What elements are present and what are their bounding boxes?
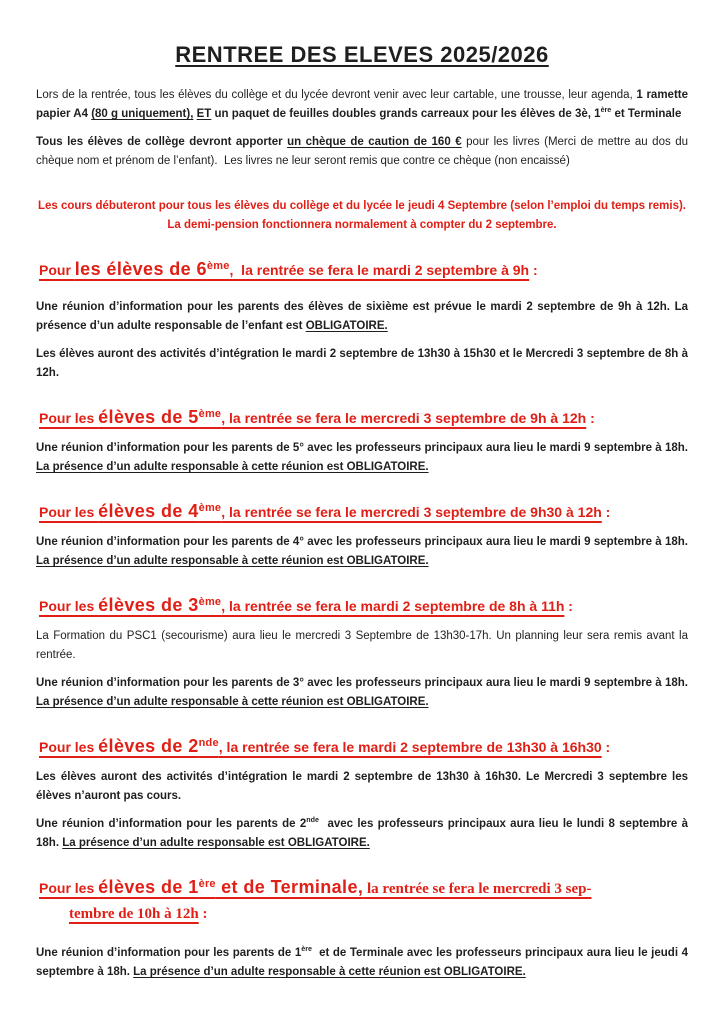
heading-underline [39,877,592,897]
heading-text-segment: élèves de 2 [98,736,199,756]
heading-colon: : [198,906,208,922]
superscript-text: ère [198,878,216,890]
heading-text-segment: , la rentrée se fera le mardi 2 septembre de 13h30 à 16h30 [218,739,602,755]
heading-text-segment: Pour les [39,598,99,614]
intro-paragraph-1 [36,86,688,124]
heading-underline [39,407,587,427]
heading-text-segment: tembre de 10h à 12h [69,906,199,922]
heading-text-segment: la rentrée se fera le mercredi 3 sep- [363,881,592,897]
section-2nde-paragraph-2 [36,815,688,853]
heading-colon: : [601,504,611,520]
heading-colon: : [529,262,538,278]
heading-text-segment: et de Terminale, [215,877,364,897]
section-3eme-paragraph-psc1 [36,627,688,665]
section-heading-4eme [36,499,688,524]
section-6eme-paragraph-1 [36,298,688,336]
section-4eme-paragraph-1 [36,533,688,571]
section-4eme [36,499,688,571]
text-segment: Tous les élèves de collège devront apporter [36,136,288,148]
intro-paragraph-2 [36,133,688,171]
text-segment: La présence d’un adulte responsable est OBLIGATOIRE. [62,837,370,849]
text-segment: avec les professeurs principaux aura lieu le lundi 8 septembre à 18h. [36,818,688,849]
text-segment: Les élèves auront des activités d’intégration le mardi 2 septembre de 13h30 à 16h30. Le Mercredi 3 septembre les élèves n’auront pas cours. [36,771,688,802]
section-3eme [36,593,688,712]
heading-colon: : [601,739,611,755]
text-segment: Une réunion d’information pour les parents de 1 [36,947,302,959]
superscript-text: ème [198,502,222,514]
heading-underline [39,259,530,279]
text-segment: Une réunion d’information pour les parents de 5° avec les professeurs principaux aura lieu le mardi 9 septembre à 18h. [36,442,688,454]
heading-text-segment: les élèves de 6 [74,259,207,279]
section-heading-3eme [36,593,688,618]
section-heading-5eme [36,405,688,430]
heading-underline [39,501,602,521]
heading-text-segment: , la rentrée se fera le mardi 2 septembre de 8h à 11h [221,598,565,614]
superscript-text: nde [306,816,319,825]
text-segment: Lors de la rentrée, tous les élèves du collège et du lycée devront venir avec leur cartable, une trousse, leur agenda, [36,89,637,101]
section-1ere-terminale [36,875,688,982]
text-segment: Une réunion d’information pour les parents des élèves de sixième est prévue le mardi 2 septembre de 9h à 12h. La présence d’un adulte responsable de l’enfant est [36,301,688,332]
section-6eme [36,257,688,383]
heading-colon: : [586,410,595,426]
superscript-text: ère [600,106,612,115]
heading-text-segment: élèves de 3 [98,595,199,615]
heading-text-segment: élèves de 1 [98,877,199,897]
section-5eme-paragraph-1 [36,439,688,477]
text-segment: ET [196,108,212,120]
heading-text-segment: élèves de 5 [98,407,199,427]
text-segment: et de Terminale avec les professeurs principaux aura lieu le jeudi 4 septembre à 18h. [36,947,688,978]
text-segment: Les élèves auront des activités d’intégration le mardi 2 septembre de 13h30 à 15h30 et le Mercredi 3 septembre de 8h à 12h. [36,348,688,379]
section-2nde-paragraph-1 [36,768,688,806]
text-segment: La Formation du PSC1 (secourisme) aura lieu le mercredi 3 Septembre de 13h30-17h. Un planning leur sera remis avant la rentrée. [36,630,688,661]
text-segment: 1 ramette papier A4 [36,89,689,120]
text-segment: Une réunion d’information pour les parents de 2 [36,818,307,830]
text-segment: Une réunion d’information pour les parents de 3° avec les professeurs principaux aura lieu le mardi 9 septembre à 18h. [36,677,688,689]
section-heading-2nde [36,734,688,759]
section-1ere-terminale-paragraph-1 [36,944,688,982]
heading-text-segment: élèves de 4 [98,501,199,521]
text-segment: un chèque de caution de 160 € [287,136,462,148]
text-segment: La présence d’un adulte responsable à cette réunion est OBLIGATOIRE. [133,966,526,978]
text-segment: Une réunion d’information pour les parents de 4° avec les professeurs principaux aura lieu le mardi 9 septembre à 18h. [36,536,688,548]
text-segment: La présence d’un adulte responsable à cette réunion est OBLIGATOIRE. [36,461,429,473]
document-title: RENTREE DES ELEVES 2025/2026 [175,42,549,67]
section-3eme-paragraph-1 [36,674,688,712]
superscript-text: ème [206,260,230,272]
superscript-text: nde [198,737,219,749]
heading-text-segment: , la rentrée se fera le mercredi 3 septembre de 9h30 à 12h [221,504,602,520]
heading-colon: : [564,598,573,614]
heading-text-segment: , la rentrée se fera le mardi 2 septembre à 9h [229,262,530,278]
text-segment: La présence d’un adulte responsable à cette réunion est OBLIGATOIRE. [36,555,429,567]
heading-underline [39,736,602,756]
text-segment: et Terminale [611,108,682,120]
heading-underline [39,595,565,615]
text-segment: pour les livres (Merci de mettre au dos du chèque nom et prénom de l’enfant). Les livres ne leur seront remis que contre ce chèque (non encaissé) [36,136,688,167]
heading-text-segment: Pour les [39,410,99,426]
heading-line-1 [39,875,688,901]
text-segment: un paquet de feuilles doubles grands carreaux pour les élèves de 3è, 1 [211,108,601,120]
text-segment: (80 g uniquement), [91,108,194,120]
section-2nde [36,734,688,853]
heading-text-segment: Pour les [39,739,99,755]
heading-text-segment: , la rentrée se fera le mercredi 3 septembre de 9h à 12h [221,410,587,426]
text-segment: La présence d’un adulte responsable à cette réunion est OBLIGATOIRE. [36,696,429,708]
section-heading-6eme [36,257,688,282]
heading-text-segment: Pour les [39,880,99,896]
superscript-text: ème [198,596,222,608]
heading-text-segment: Pour [39,262,75,278]
section-heading-1ere-terminale [36,875,688,926]
superscript-text: ère [301,945,312,954]
section-5eme [36,405,688,477]
start-notice: Les cours débuteront pour tous les élèves du collège et du lycée le jeudi 4 Septembre (selon l’emploi du temps remis). La demi-pension fonctionnera normalement à compter du 2 septembre. [37,200,686,231]
section-6eme-paragraph-2 [36,345,688,383]
heading-line-2 [69,901,688,926]
heading-text-segment: Pour les [39,504,99,520]
text-segment: OBLIGATOIRE. [305,320,388,332]
superscript-text: ème [198,408,222,420]
